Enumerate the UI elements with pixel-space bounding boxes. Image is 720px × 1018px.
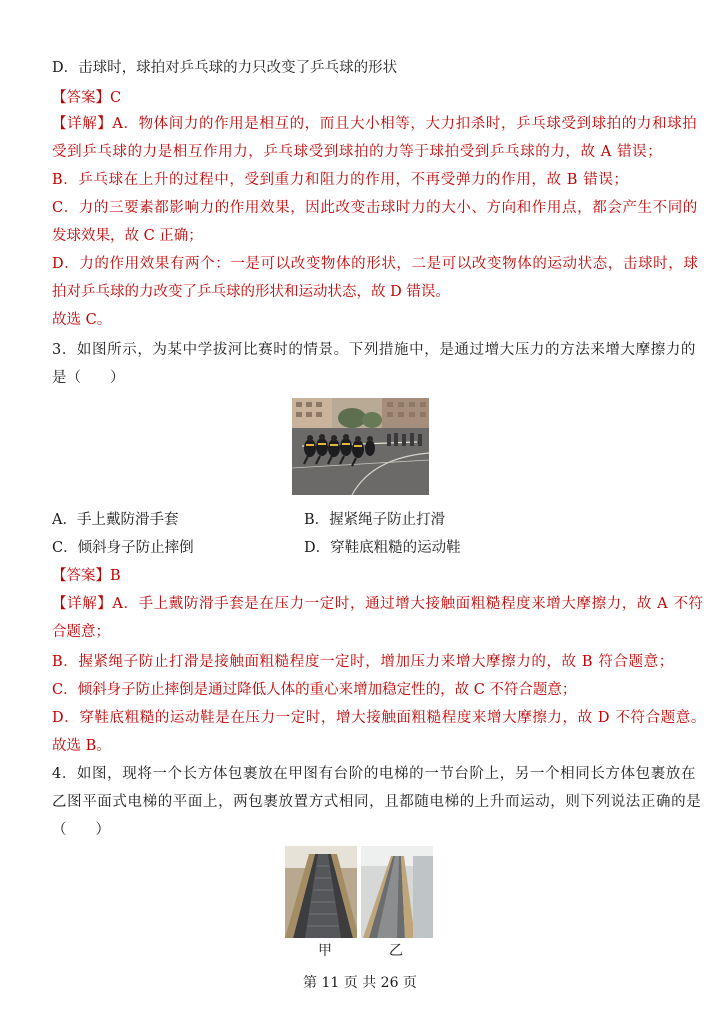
q3-conclusion: 故选 B。 (52, 738, 111, 754)
q3-answer: 【答案】B (52, 568, 121, 584)
q2-detail-line: 【详解】A．物体间力的作用是相互的，而且大小相等，大力扣杀时，乒乓球受到球拍的力和球拍 (52, 116, 698, 132)
q2-conclusion: 故选 C。 (52, 312, 112, 328)
q2-detail-line: C．力的三要素都影响力的作用效果，因此改变击球时力的大小、方向和作用点，都会产生不同的 (52, 200, 698, 216)
q3-options-row-1 (52, 510, 672, 530)
q3-detail-line: B．握紧绳子防止打滑是接触面粗糙程度一定时，增加压力来增大摩擦力的，故 B 符合题意； (52, 654, 674, 670)
q2-answer: 【答案】C (52, 90, 122, 106)
q2-option-d: D．击球时，球拍对乒乓球的力只改变了乒乓球的形状 (52, 60, 398, 76)
escalator-photos (285, 846, 433, 938)
q3-detail-line: D．穿鞋底粗糙的运动鞋是在压力一定时，增大接触面粗糙程度来增大摩擦力，故 D 不符合题意。 (52, 710, 706, 726)
q3-stem: 3．如图所示，为某中学拔河比赛时的情景。下列措施中，是通过增大压力的方法来增大摩擦力的 (52, 342, 697, 358)
q4-stem: （ ） (52, 822, 110, 838)
q4-stem: 乙图平面式电梯的平面上，两包裹放置方式相同，且都随电梯的上升而运动，则下列说法正确的是 (52, 794, 702, 810)
caption-yi: 乙 (389, 943, 403, 959)
q3-options-row-2 (52, 538, 672, 558)
q2-detail-line: 发球效果，故 C 正确； (52, 228, 203, 244)
q3-option-a: A．手上戴防滑手套 (52, 512, 179, 528)
q3-stem: 是（ ） (52, 370, 125, 386)
q3-detail-line: C．倾斜身子防止摔倒是通过降低人体的重心来增加稳定性的，故 C 不符合题意； (52, 682, 577, 698)
q2-detail-line: B．乒乓球在上升的过程中，受到重力和阻力的作用，不再受弹力的作用，故 B 错误； (52, 172, 629, 188)
q3-detail-line: 【详解】A．手上戴防滑手套是在压力一定时，通过增大接触面粗糙程度来增大摩擦力，故 A 不符 (52, 596, 704, 612)
q3-option-c: C．倾斜身子防止摔倒 (52, 540, 194, 556)
q3-detail-line: 合题意； (52, 624, 110, 640)
q2-detail-line: D．力的作用效果有两个：一是可以改变物体的形状，二是可以改变物体的运动状态，击球时，球 (52, 256, 699, 272)
q3-option-d: D．穿鞋底粗糙的运动鞋 (304, 540, 461, 556)
q2-detail-line: 受到乒乓球的力是相互作用力，乒乓球受到球拍的力等于球拍受到乒乓球的力，故 A 错误； (52, 144, 663, 160)
q2-detail-line: 拍对乒乓球的力改变了乒乓球的形状和运动状态，故 D 错误。 (52, 284, 450, 300)
q4-stem: 4．如图，现将一个长方体包裹放在甲图有台阶的电梯的一节台阶上，另一个相同长方体包裹放在 (52, 766, 697, 782)
tug-of-war-photo (292, 398, 429, 495)
q3-option-b: B．握紧绳子防止打滑 (304, 512, 446, 528)
page-footer: 第 11 页 共 26 页 (303, 975, 417, 991)
caption-jia: 甲 (318, 943, 332, 959)
